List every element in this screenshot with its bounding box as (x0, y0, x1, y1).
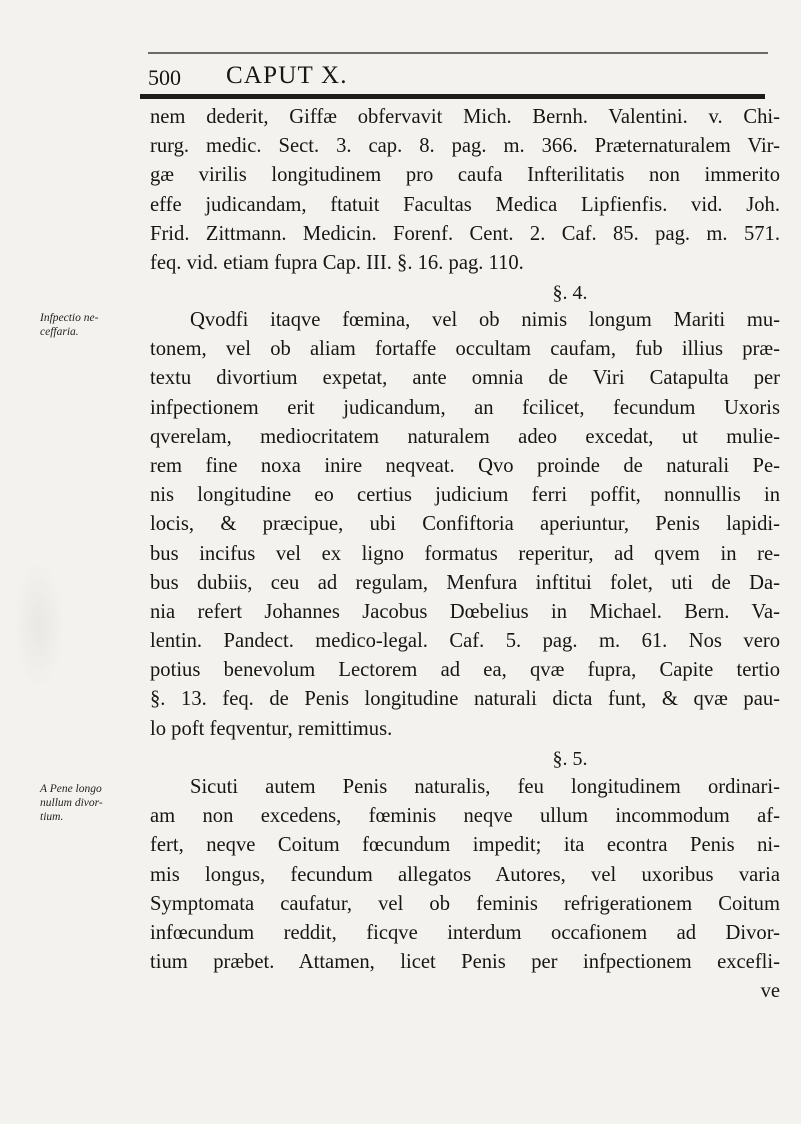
text-line: §. 13. feq. de Penis longitudine naturali dicta funt, & qvæ pau- (150, 688, 780, 711)
margin-note-line: ceffaria. (40, 326, 79, 338)
text-line: locis, & præcipue, ubi Confiftoria aperiuntur, Penis lapidi- (150, 513, 780, 536)
text-line: infœcundum reddit, ficqve interdum occafionem ad Divor- (150, 921, 780, 944)
top-edge-rule (148, 52, 768, 54)
text-line: tium præbet. Attamen, licet Penis per infpectionem excefli- (150, 951, 780, 974)
margin-note-2 (40, 782, 140, 824)
text-line: infpectionem erit judicandum, an fcilicet, fecundum Uxoris (150, 396, 780, 419)
text-line: effe judicandam, ftatuit Facultas Medica Lipfienfis. vid. Joh. (150, 193, 780, 216)
margin-note-line: A Pene longo (40, 783, 102, 795)
paper-stain (14, 560, 64, 690)
text-line: bus incifus vel ex ligno formatus reperitur, ad qvem in re- (150, 542, 780, 565)
page-header (148, 62, 768, 92)
text-line: feq. vid. etiam fupra Cap. III. §. 16. pag. 110. (150, 251, 524, 274)
text-line: Qvodfi itaqve fœmina, vel ob nimis longum Mariti mu- (190, 309, 780, 331)
margin-note-line: nullum divor- (40, 797, 103, 809)
paragraph-1 (150, 103, 780, 278)
text-line: rurg. medic. Sect. 3. cap. 8. pag. m. 366. Præternaturalem Vir- (150, 135, 780, 158)
text-line: Sicuti autem Penis naturalis, feu longitudinem ordinari- (190, 776, 780, 798)
text-line: qverelam, mediocritatem naturalem adeo excedat, ut mulie- (150, 425, 780, 448)
text-line: am non excedens, fœminis neqve ullum incommodum af- (150, 805, 780, 828)
margin-note-line: tium. (40, 811, 64, 823)
text-line: lentin. Pandect. medico-legal. Caf. 5. pag. m. 61. Nos vero (150, 630, 780, 653)
page-number: 500 (148, 65, 181, 90)
margin-note-1 (40, 311, 140, 339)
text-line: fert, neqve Coitum fœcundum impedit; ita econtra Penis ni- (150, 834, 780, 857)
paragraph-3 (150, 773, 780, 1007)
text-line: Symptomata caufatur, vel ob feminis refrigerationem Coitum (150, 892, 780, 915)
paragraph-2 (150, 306, 780, 744)
text-line: tonem, vel ob aliam fortaffe occultam caufam, fub illius præ- (150, 338, 780, 361)
margin-note-line: Infpectio ne- (40, 312, 99, 324)
section-number: §. 4. (552, 282, 588, 304)
header-rule (140, 94, 765, 99)
text-line: nis longitudine eo certius judicium ferri poffit, nonnullis in (150, 484, 780, 507)
section-number: §. 5. (552, 748, 588, 770)
section-heading-5 (150, 745, 780, 774)
text-line: bus dubiis, ceu ad regulam, Menfura inftitui folet, uti de Da- (150, 571, 780, 594)
running-title: CAPUT X. (226, 62, 348, 89)
text-line: Frid. Zittmann. Medicin. Forenf. Cent. 2. Caf. 85. pag. m. 571. (150, 222, 780, 245)
text-line: mis longus, fecundum allegatos Autores, vel uxoribus varia (150, 863, 780, 886)
text-line: potius benevolum Lectorem ad ea, qvæ fupra, Capite tertio (150, 659, 780, 682)
text-line: rem fine noxa inire neqveat. Qvo proinde de naturali Pe- (150, 454, 780, 477)
text-line: textu divortium expetat, ante omnia de Viri Catapulta per (150, 367, 780, 390)
text-line: gæ virilis longitudinem pro caufa Infterilitatis non immerito (150, 164, 780, 187)
text-line: nem dederit, Giffæ obfervavit Mich. Bernh. Valentini. v. Chi- (150, 106, 780, 128)
text-line: lo poft feqventur, remittimus. (150, 717, 393, 740)
section-heading-4 (150, 279, 780, 308)
catchword: ve (760, 980, 780, 1003)
text-line: nia refert Johannes Jacobus Dœbelius in Michael. Bern. Va- (150, 600, 780, 623)
